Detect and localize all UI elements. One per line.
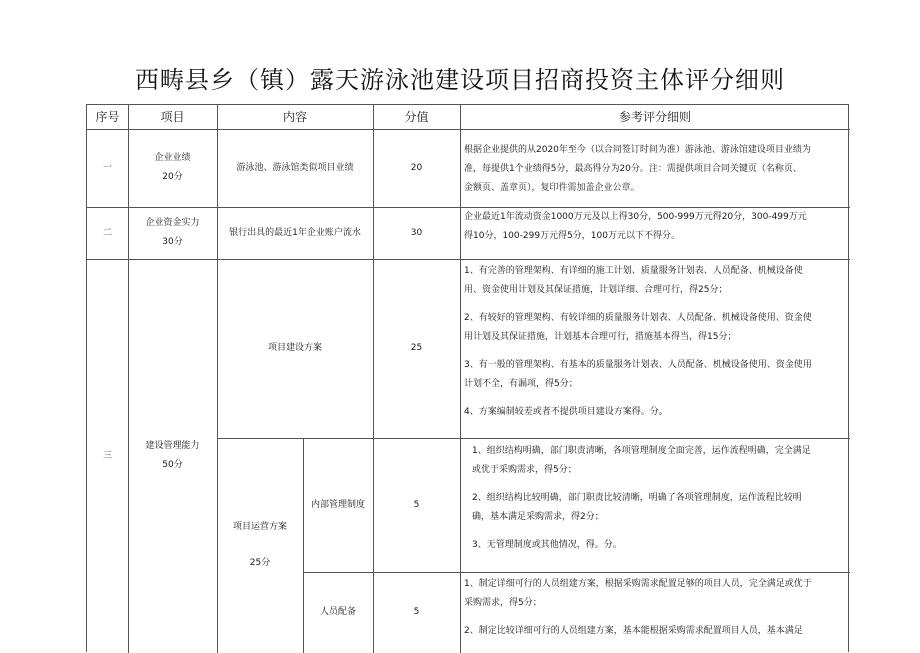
row-2-seq: 二 <box>102 227 112 238</box>
page-title: 西畴县乡（镇）露天游泳池建设项目招商投资主体评分细则 <box>135 66 785 94</box>
internal-management-criteria <box>472 442 848 555</box>
construction-plan-score: 25 <box>410 343 423 353</box>
criteria-line: 2、制定比较详细可行的人员组建方案，基本能根据采购需求配置项目人员，基本满足 <box>464 626 803 636</box>
header-criteria: 参考评分细则 <box>618 109 691 124</box>
operation-plan-points: 25分 <box>249 558 271 568</box>
criteria-line: 2、组织结构比较明确，部门职责比较清晰，明确了各项管理制度，运作流程比较明 <box>472 493 802 503</box>
criteria-line: 1、制定详细可行的人员组建方案，根据采购需求配置足够的项目人员，完全满足或优于 <box>464 579 812 589</box>
row-2-content: 银行出具的最近1年企业账户流水 <box>229 227 361 238</box>
criteria-line: 金额页、盖章页），复印件需加盖企业公章。 <box>464 183 640 193</box>
row-2-criteria <box>464 208 848 246</box>
criteria-line: 采购需求，得5分； <box>464 598 542 608</box>
row-1-score: 20 <box>410 162 423 173</box>
criteria-line: 得10分，100-299万元得5分，100万元以下不得分。 <box>464 231 680 241</box>
operation-plan <box>217 438 303 653</box>
row-1-item <box>128 129 217 207</box>
criteria-line: 3、无管理制度或其他情况，得。分。 <box>472 540 622 550</box>
row-1-seq: 一 <box>102 162 112 173</box>
criteria-line: 根据企业提供的从2020年至今（以合同签订时间为准）游泳池、游泳馆建设项目业绩为 <box>464 145 811 155</box>
criteria-line: 用计划及其保证措施，计划基本合理可行，措施基本得当，得15分； <box>464 332 737 342</box>
scoring-table <box>86 104 849 652</box>
row-1-content: 游泳池、游泳馆类似项目业绩 <box>236 162 354 173</box>
internal-management-score: 5 <box>413 499 420 510</box>
header-score: 分值 <box>404 109 429 124</box>
row-1-item-name: 企业业绩 <box>154 153 191 163</box>
criteria-line: 用、资金使用计划及其保证措施，计划详细、合理可行，得25分； <box>464 285 728 295</box>
row-1-criteria <box>464 141 848 198</box>
criteria-line: 3、有一般的管理架构、有基本的质量服务计划表、人员配备、机械设备使用、资金使用 <box>464 360 812 370</box>
row-2-item-points: 30分 <box>162 237 183 247</box>
row-2-score: 30 <box>410 227 423 238</box>
header-content: 内容 <box>282 109 307 124</box>
row-3-item-name: 建设管理能力 <box>145 441 200 451</box>
operation-plan-name: 项目运营方案 <box>232 522 287 532</box>
criteria-line: 计划不全，有漏项，得5分； <box>464 379 578 389</box>
row-3-seq: 三 <box>102 450 112 461</box>
criteria-line: 确，基本满足采购需求，得2分； <box>472 512 604 522</box>
construction-plan-content: 项目建设方案 <box>267 343 322 353</box>
staffing-score: 5 <box>413 607 420 617</box>
row-3-item-points: 50分 <box>162 460 183 470</box>
header-seq: 序号 <box>95 109 120 124</box>
criteria-line: 2、有较好的管理架构、有较详细的质量服务计划表、人员配备、机械设备使用、资金使 <box>464 313 812 323</box>
column-divider <box>460 105 461 653</box>
criteria-line: 1、组织结构明确，部门职责清晰，各项管理制度全面完善，运作流程明确，完全满足 <box>472 446 811 456</box>
row-2-item-name: 企业资金实力 <box>145 218 200 228</box>
row-1-item-points: 20分 <box>162 172 183 182</box>
criteria-line: 4、方案编制较差或者不提供项目建设方案得。分。 <box>464 407 668 417</box>
criteria-line: 1、有完善的管理架构、有详细的施工计划、质量服务计划表、人员配备、机械设备使 <box>464 266 803 276</box>
row-3-item <box>128 259 217 653</box>
criteria-line: 企业最近1年流动资金1000万元及以上得30分，500-999万元得20分，300-499万元 <box>464 212 807 222</box>
criteria-line: 或优于采购需求，得5分； <box>472 465 577 475</box>
internal-management-name: 内部管理制度 <box>310 499 365 510</box>
row-2-item <box>128 207 217 259</box>
construction-plan-criteria <box>464 262 848 422</box>
header-item: 项目 <box>160 109 185 124</box>
staffing-name: 人员配备 <box>319 607 356 617</box>
staffing-criteria <box>464 575 848 641</box>
criteria-line: 准，每提供1个业绩得5分，最高得分为20分。注：需提供项目合同关键页（名称页、 <box>464 164 802 174</box>
